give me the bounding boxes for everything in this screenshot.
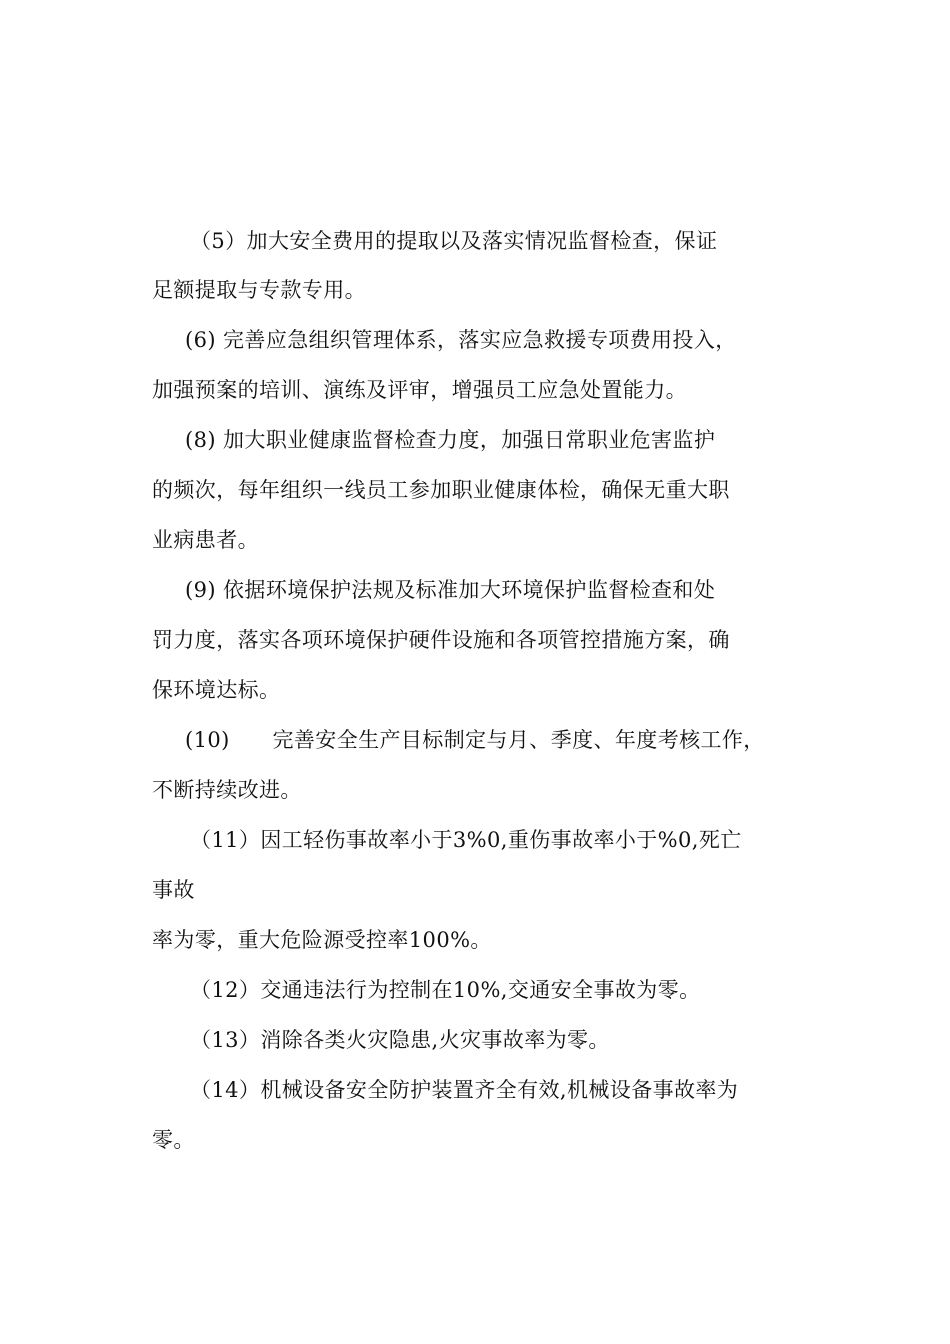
paragraph-10-line-2: 不断持续改进。 [152, 778, 302, 802]
paragraph-11-line-2: 事故 [152, 878, 195, 902]
paragraph-5-line-2: 足额提取与专款专用。 [152, 278, 366, 302]
paragraph-12-line-1: （12）交通违法行为控制在10%,交通安全事故为零。 [190, 978, 701, 1002]
paragraph-8-line-1: (8) 加大职业健康监督检查力度，加强日常职业危害监护 [185, 428, 716, 452]
paragraph-14-line-2: 零。 [152, 1128, 195, 1152]
paragraph-6-line-1: (6) 完善应急组织管理体系，落实应急救援专项费用投入， [185, 328, 737, 352]
paragraph-5-line-1: （5）加大安全费用的提取以及落实情况监督检查，保证 [190, 229, 718, 253]
paragraph-9-line-2: 罚力度，落实各项环境保护硬件设施和各项管控措施方案，确 [152, 628, 730, 652]
paragraph-8-line-2: 的频次，每年组织一线员工参加职业健康体检，确保无重大职 [152, 478, 730, 502]
paragraph-9-line-3: 保环境达标。 [152, 678, 281, 702]
paragraph-11-line-3: 率为零，重大危险源受控率100%。 [152, 928, 492, 952]
paragraph-9-line-1: (9) 依据环境保护法规及标准加大环境保护监督检查和处 [185, 578, 716, 602]
paragraph-13-line-1: （13）消除各类火灾隐患,火灾事故率为零。 [190, 1028, 610, 1052]
paragraph-14-line-1: （14）机械设备安全防护装置齐全有效,机械设备事故率为 [190, 1078, 739, 1102]
paragraph-10-line-1: (10) 完善安全生产目标制定与月、季度、年度考核工作， [185, 728, 765, 752]
paragraph-6-line-2: 加强预案的培训、演练及评审，增强员工应急处置能力。 [152, 378, 687, 402]
paragraph-11-line-1: （11）因工轻伤事故率小于3%0,重伤事故率小于%0,死亡 [190, 828, 742, 852]
paragraph-8-line-3: 业病患者。 [152, 528, 259, 552]
